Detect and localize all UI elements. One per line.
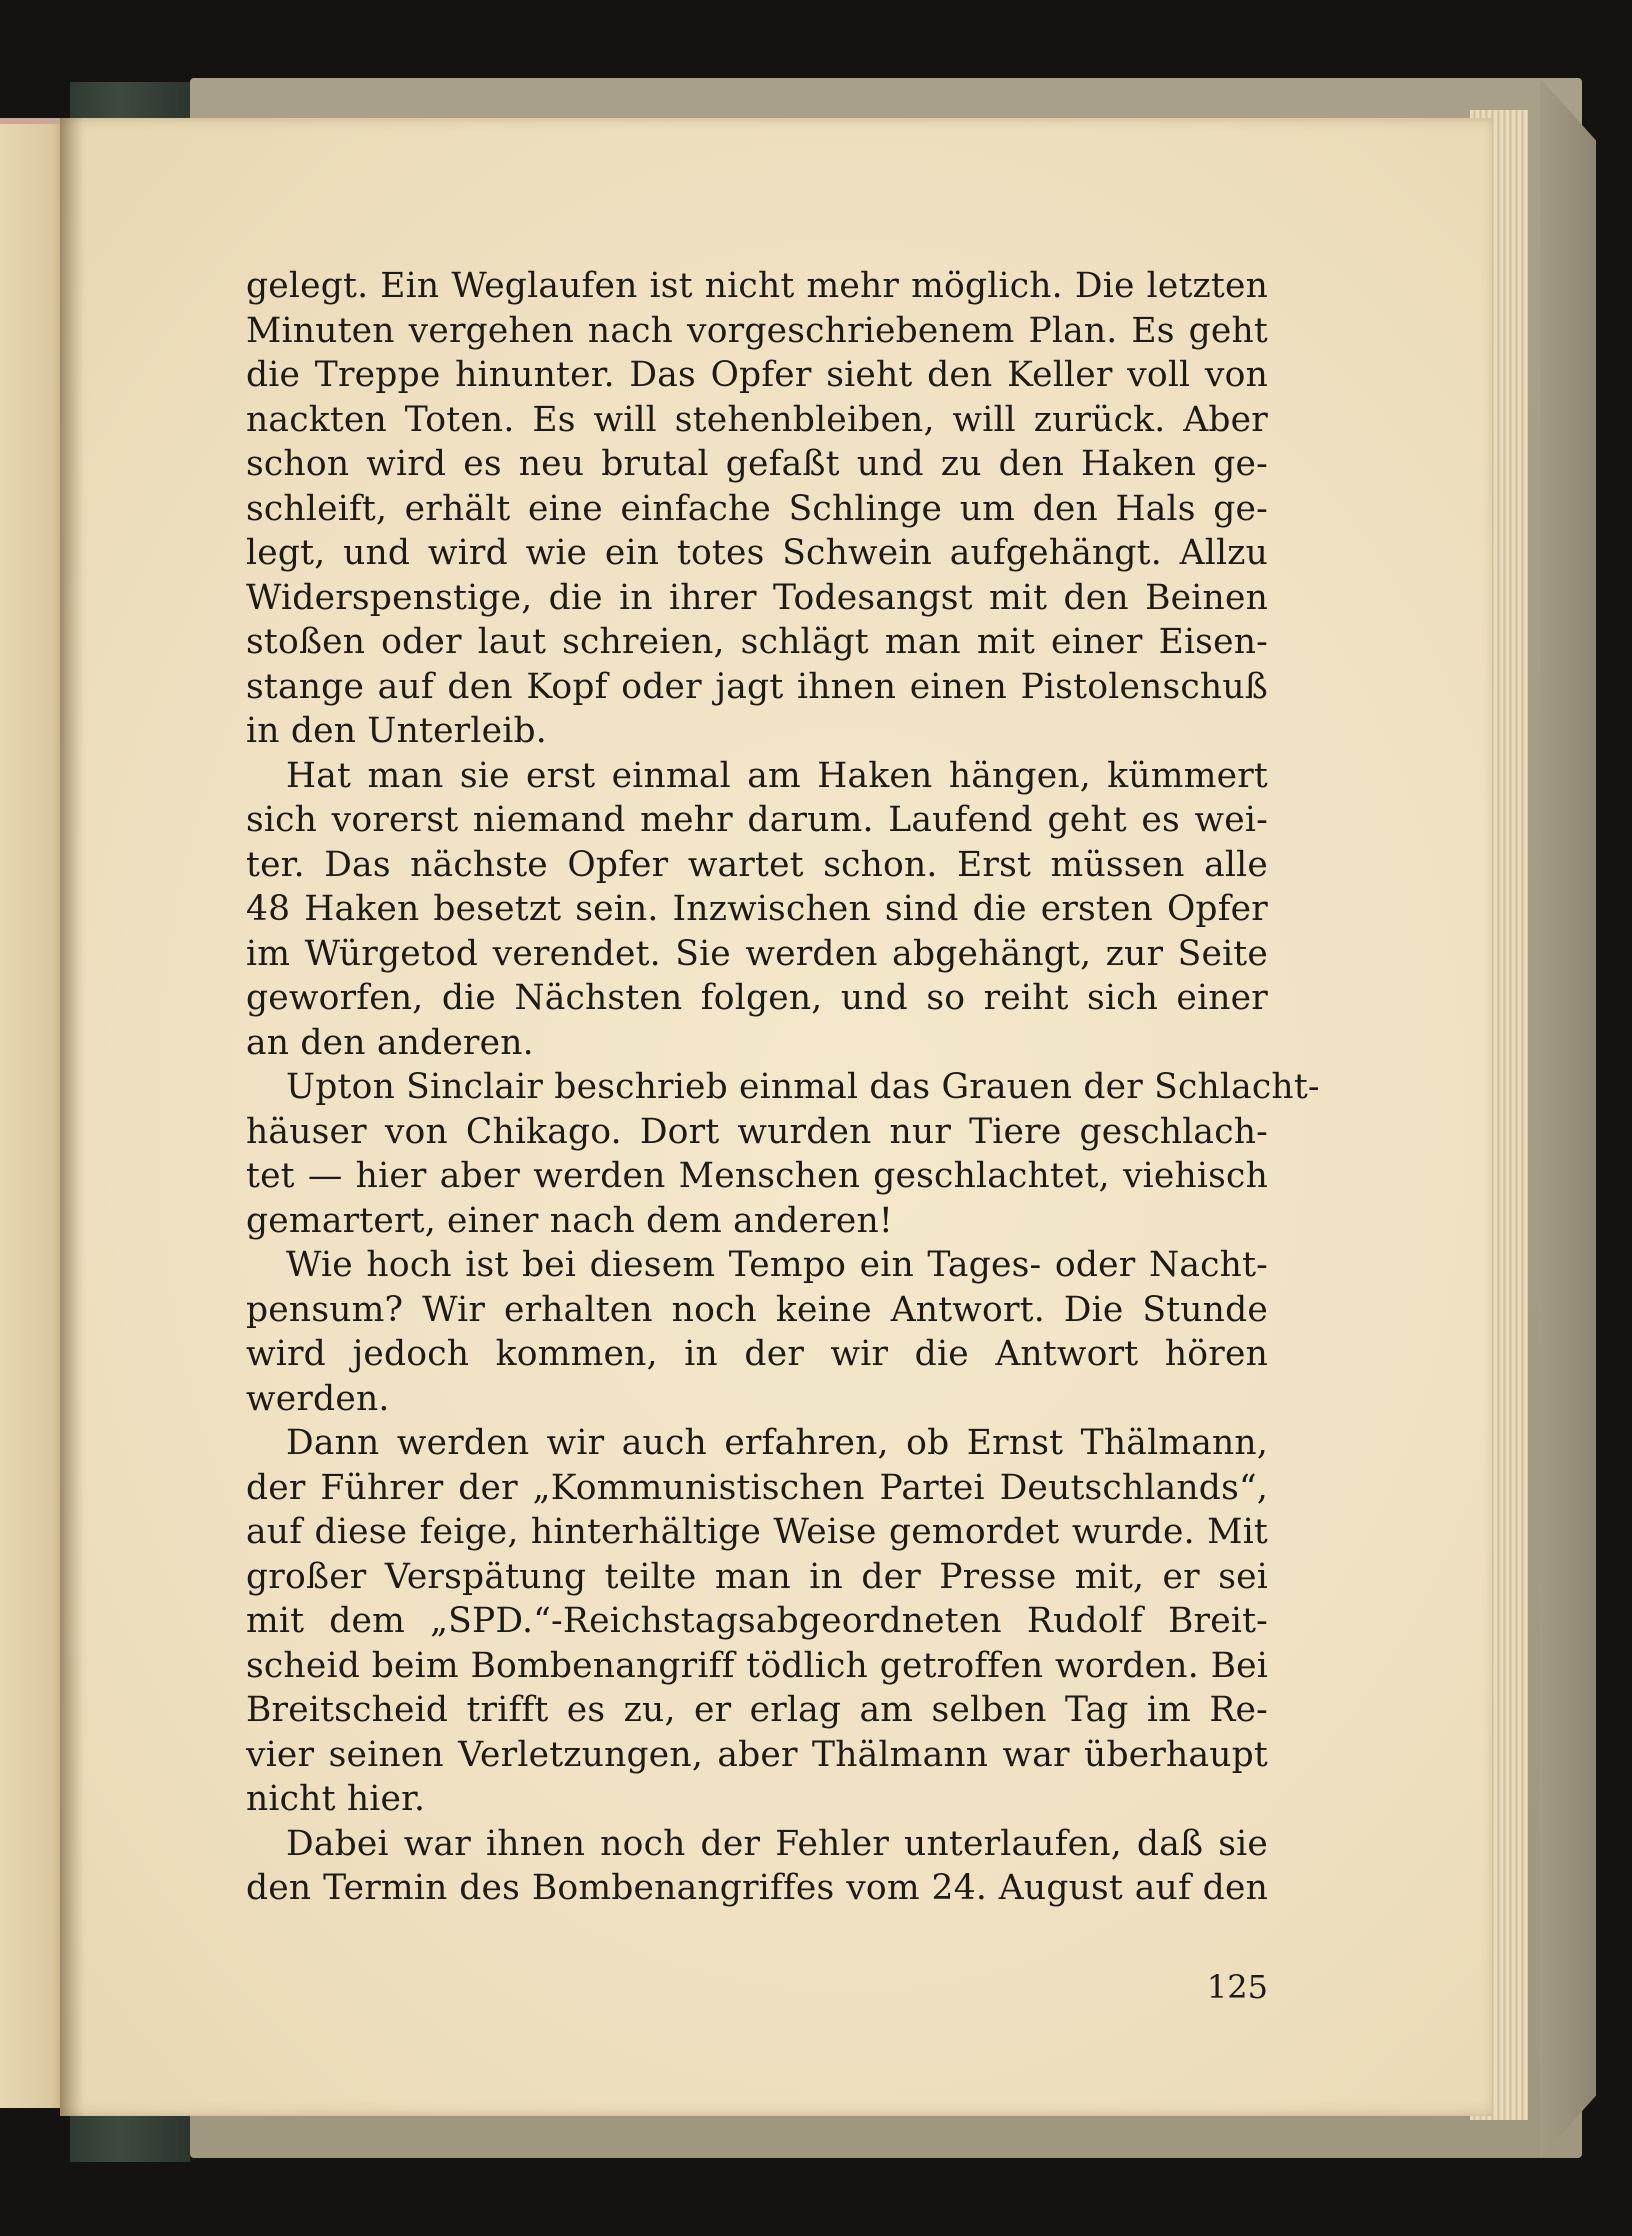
- text-line: gemartert, einer nach dem anderen!: [246, 1200, 893, 1241]
- text-line: Dabei war ihnen noch der Fehler unterlaufen, daß sie: [286, 1823, 1268, 1864]
- text-line: geworfen, die Nächsten folgen, und so reiht sich einer: [246, 978, 1268, 1018]
- paragraph: [246, 1421, 1268, 1822]
- text-line: an den anderen.: [246, 1022, 534, 1063]
- text-line: Wie hoch ist bei diesem Tempo ein Tages- oder Nacht-: [286, 1245, 1268, 1285]
- text-line: 48 Haken besetzt sein. Inzwischen sind die ersten Opfer: [246, 889, 1268, 929]
- paragraph: [246, 754, 1268, 1066]
- text-line: Upton Sinclair beschrieb einmal das Grauen der Schlacht-: [286, 1067, 1320, 1107]
- text-line: scheid beim Bombenangriff tödlich getroffen worden. Bei: [246, 1645, 1268, 1686]
- text-line: im Würgetod verendet. Sie werden abgehängt, zur Seite: [246, 933, 1268, 974]
- text-line: mit dem „SPD.“-Reichstagsabgeordneten Rudolf Breit-: [246, 1601, 1268, 1641]
- body-text: [246, 264, 1320, 1911]
- text-line: gelegt. Ein Weglaufen ist nicht mehr möglich. Die letzten: [246, 266, 1268, 306]
- text-line: schleift, erhält eine einfache Schlinge um den Hals ge-: [246, 488, 1268, 529]
- text-line: stange auf den Kopf oder jagt ihnen einen Pistolenschuß: [246, 666, 1268, 707]
- text-line: häuser von Chikago. Dort wurden nur Tiere geschlach-: [246, 1111, 1268, 1152]
- text-line: stoßen oder laut schreien, schlägt man mit einer Eisen-: [246, 622, 1268, 662]
- cover-edge: [1540, 78, 1596, 2158]
- text-line: Widerspenstige, die in ihrer Todesangst mit den Beinen: [246, 577, 1268, 618]
- text-line: tet — hier aber werden Menschen geschlachtet, viehisch: [246, 1156, 1268, 1196]
- text-line: sich vorerst niemand mehr darum. Laufend geht es wei-: [246, 800, 1268, 840]
- text-line: die Treppe hinunter. Das Opfer sieht den Keller voll von: [246, 355, 1268, 395]
- text-line: nicht hier.: [246, 1779, 426, 1819]
- text-line: auf diese feige, hinterhältige Weise gemordet wurde. Mit: [246, 1512, 1268, 1552]
- text-line: schon wird es neu brutal gefaßt und zu den Haken ge-: [246, 444, 1268, 484]
- text-line: der Führer der „Kommunistischen Partei Deutschlands“,: [246, 1467, 1268, 1508]
- text-line: Minuten vergehen nach vorgeschriebenem Plan. Es geht: [246, 310, 1268, 351]
- text-line: wird jedoch kommen, in der wir die Antwort hören: [246, 1334, 1268, 1374]
- text-line: vier seinen Verletzungen, aber Thälmann war überhaupt: [246, 1734, 1268, 1775]
- paragraph: [246, 1243, 1268, 1421]
- text-line: werden.: [246, 1378, 390, 1419]
- text-line: Dann werden wir auch erfahren, ob Ernst Thälmann,: [286, 1423, 1268, 1463]
- text-line: pensum? Wir erhalten noch keine Antwort. Die Stunde: [246, 1289, 1268, 1330]
- page-number: 125: [1206, 1968, 1268, 2006]
- page-gutter-shadow: [60, 118, 84, 2116]
- text-line: Hat man sie erst einmal am Haken hängen, kümmert: [286, 755, 1268, 796]
- text-line: in den Unterleib.: [246, 711, 547, 751]
- text-line: nackten Toten. Es will stehenbleiben, will zurück. Aber: [246, 399, 1268, 440]
- paragraph: [246, 1822, 1268, 1911]
- text-line: legt, und wird wie ein totes Schwein aufgehängt. Allzu: [246, 533, 1268, 573]
- text-line: ter. Das nächste Opfer wartet schon. Erst müssen alle: [246, 844, 1268, 885]
- paragraph: [246, 264, 1268, 754]
- text-line: Breitscheid trifft es zu, er erlag am selben Tag im Re-: [246, 1690, 1268, 1730]
- paragraph: [246, 1065, 1320, 1243]
- text-line: den Termin des Bombenangriffes vom 24. August auf den: [246, 1868, 1268, 1908]
- text-line: großer Verspätung teilte man in der Presse mit, er sei: [246, 1556, 1268, 1597]
